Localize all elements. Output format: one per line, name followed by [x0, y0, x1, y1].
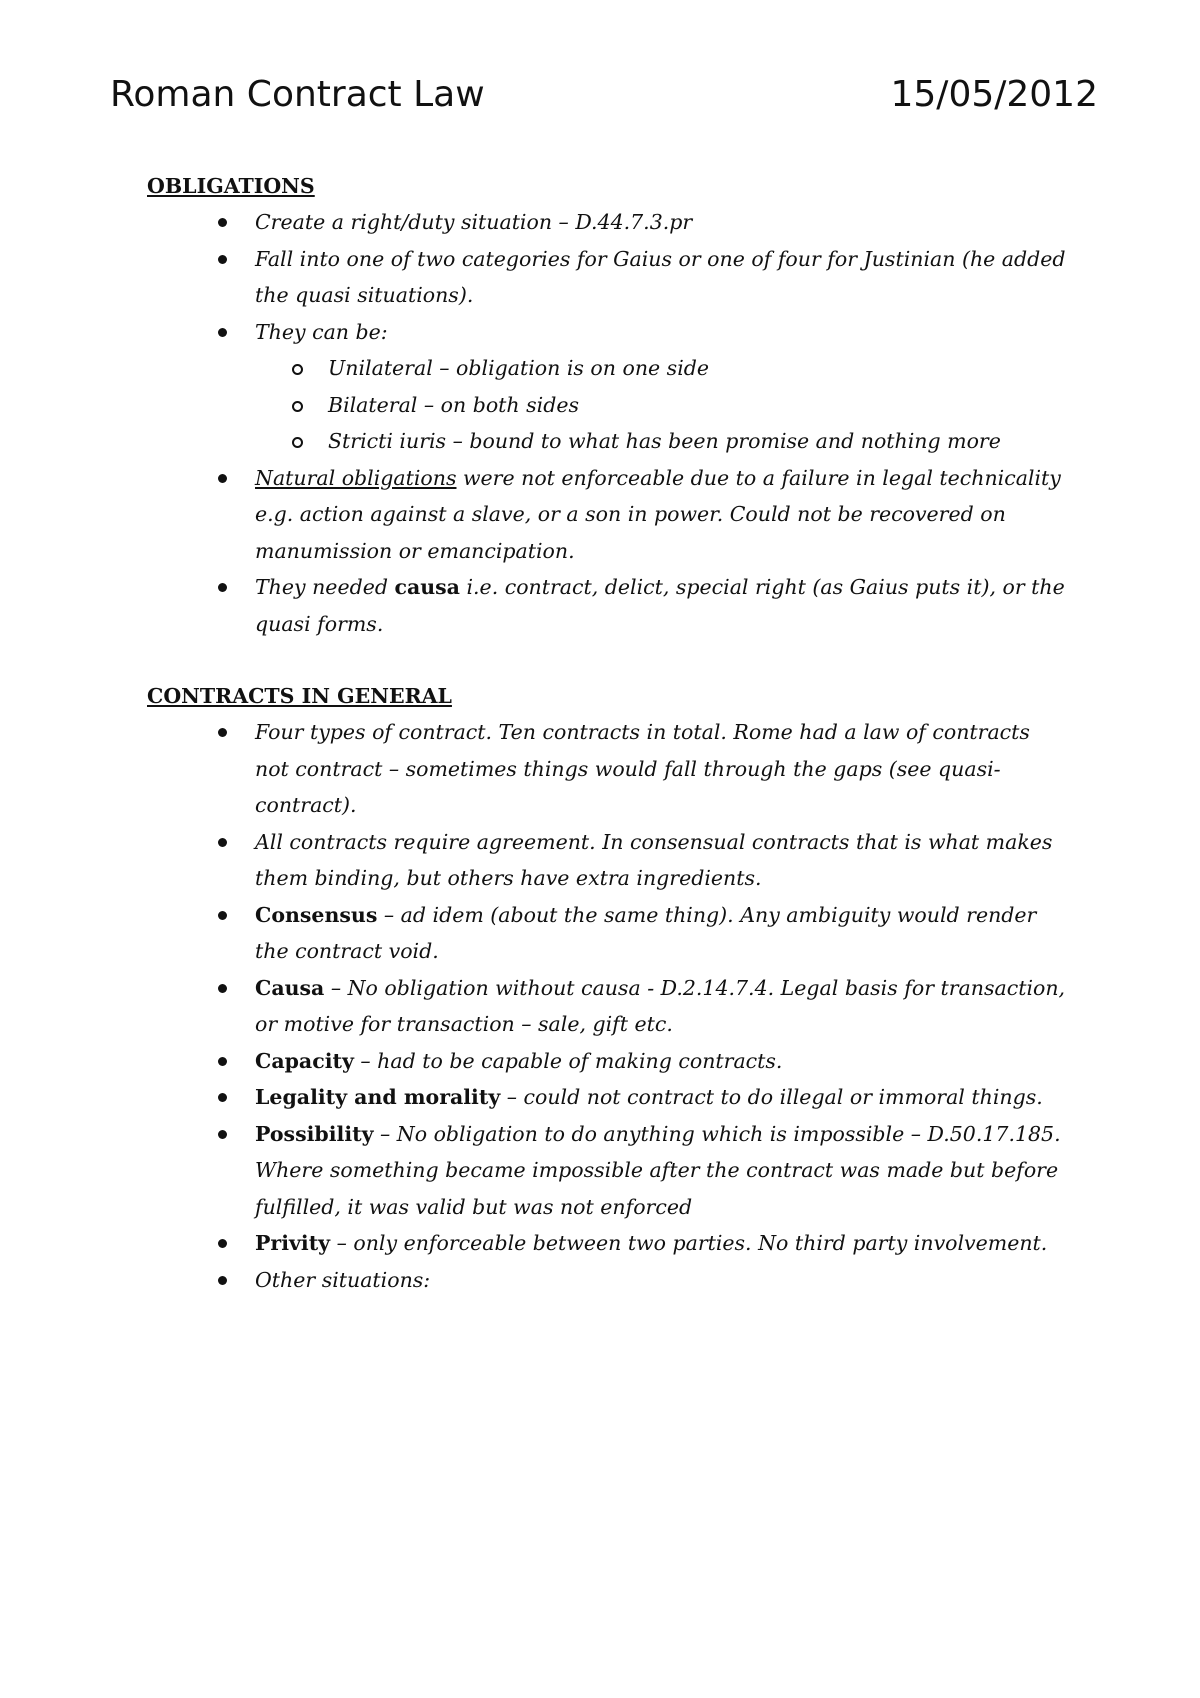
- list-item-text: were not enforceable due to a failure in legal technicality e.g. action against a slave, or a son in power. Could not be recovered on manumission or emancipation.: [255, 465, 1061, 563]
- list-item-text: Create a right/duty situation – D.44.7.3.pr: [255, 210, 693, 234]
- list-item-term: causa: [394, 575, 460, 599]
- page-header: [110, 70, 1098, 120]
- section-heading-obligations: OBLIGATIONS: [147, 174, 315, 198]
- list-item: [255, 1079, 1067, 1116]
- list-item-text: – had to be capable of making contracts.: [353, 1048, 783, 1073]
- sublist-item-text: Unilateral – obligation is on one side: [328, 356, 710, 380]
- bullet-icon: [218, 728, 227, 737]
- list-item: [255, 1225, 1067, 1262]
- list-item-term: Natural obligations: [255, 465, 457, 490]
- list-item: [255, 970, 1067, 1043]
- bullet-icon: [218, 218, 227, 227]
- list-item: [255, 569, 1067, 642]
- bullet-icon: [218, 838, 227, 847]
- list-item: [255, 1116, 1067, 1226]
- list-item: [255, 1043, 1067, 1080]
- circle-bullet-icon: [292, 364, 303, 375]
- list-item-text: i.e. contract, delict, special right (as Gaius puts it), or the quasi forms.: [255, 575, 1065, 636]
- list-item: [255, 314, 1067, 460]
- list-item-term: Causa: [255, 975, 325, 1000]
- bullet-icon: [218, 583, 227, 592]
- list-item-term: Legality and morality: [255, 1085, 501, 1109]
- sublist-item: [328, 387, 1067, 424]
- list-item: [255, 824, 1067, 897]
- list-item-text: – No obligation without causa - D.2.14.7.4. Legal basis for transaction, or motive for transaction – sale, gift etc.: [255, 975, 1066, 1036]
- bullet-icon: [218, 1276, 227, 1285]
- document-body: [147, 168, 1067, 1298]
- list-item-text: – No obligation to do anything which is impossible – D.50.17.185. Where something became impossible after the contract was made but before fulfilled, it was valid but was not enforced: [255, 1121, 1061, 1219]
- bullet-icon: [218, 328, 227, 337]
- obligations-list: [147, 204, 1067, 642]
- bullet-icon: [218, 984, 227, 993]
- sublist-item: [328, 350, 1067, 387]
- list-item: [255, 897, 1067, 970]
- list-item-text: – only enforceable between two parties. No third party involvement.: [330, 1231, 1048, 1255]
- document-date: 15/05/2012: [890, 74, 1098, 115]
- list-item-text: Fall into one of two categories for Gaius or one of four for Justinian (he added the quasi situations).: [255, 246, 1066, 307]
- list-item-term: Privity: [255, 1231, 331, 1255]
- sublist-item-text: Bilateral – on both sides: [328, 392, 579, 417]
- circle-bullet-icon: [292, 401, 303, 412]
- list-item: [255, 204, 1067, 241]
- list-item-text: All contracts require agreement. In consensual contracts that is what makes them binding, but others have extra ingredients.: [255, 829, 1053, 890]
- list-item-text: Four types of contract. Ten contracts in total. Rome had a law of contracts not contract – sometimes things would fall through the gaps (see quasi-contract).: [255, 720, 1030, 817]
- bullet-icon: [218, 1239, 227, 1248]
- list-item: [255, 714, 1067, 824]
- list-item: [255, 460, 1067, 570]
- list-item-text: – could not contract to do illegal or immoral things.: [500, 1085, 1043, 1109]
- bullet-icon: [218, 1057, 227, 1066]
- list-item-text: Other situations:: [255, 1267, 431, 1292]
- bullet-icon: [218, 1093, 227, 1102]
- document-title: Roman Contract Law: [110, 74, 485, 115]
- bullet-icon: [218, 255, 227, 264]
- list-item-term: Possibility: [255, 1121, 374, 1146]
- sublist-item-text: Stricti iuris – bound to what has been promise and nothing more: [328, 429, 1001, 453]
- bullet-icon: [218, 1130, 227, 1139]
- circle-bullet-icon: [292, 437, 303, 448]
- sublist: [255, 350, 1067, 460]
- list-item-term: Capacity: [255, 1048, 354, 1073]
- list-item-text: They can be:: [255, 319, 388, 344]
- list-item: [255, 241, 1067, 314]
- bullet-icon: [218, 911, 227, 920]
- list-item-term: Consensus: [255, 902, 378, 927]
- sublist-item: [328, 423, 1067, 460]
- list-item-text: – ad idem (about the same thing). Any ambiguity would render the contract void.: [255, 902, 1037, 963]
- list-item: [255, 1262, 1067, 1299]
- bullet-icon: [218, 474, 227, 483]
- list-item-prefix: They needed: [255, 575, 395, 599]
- contracts-list: [147, 714, 1067, 1298]
- section-heading-contracts: CONTRACTS IN GENERAL: [147, 684, 452, 708]
